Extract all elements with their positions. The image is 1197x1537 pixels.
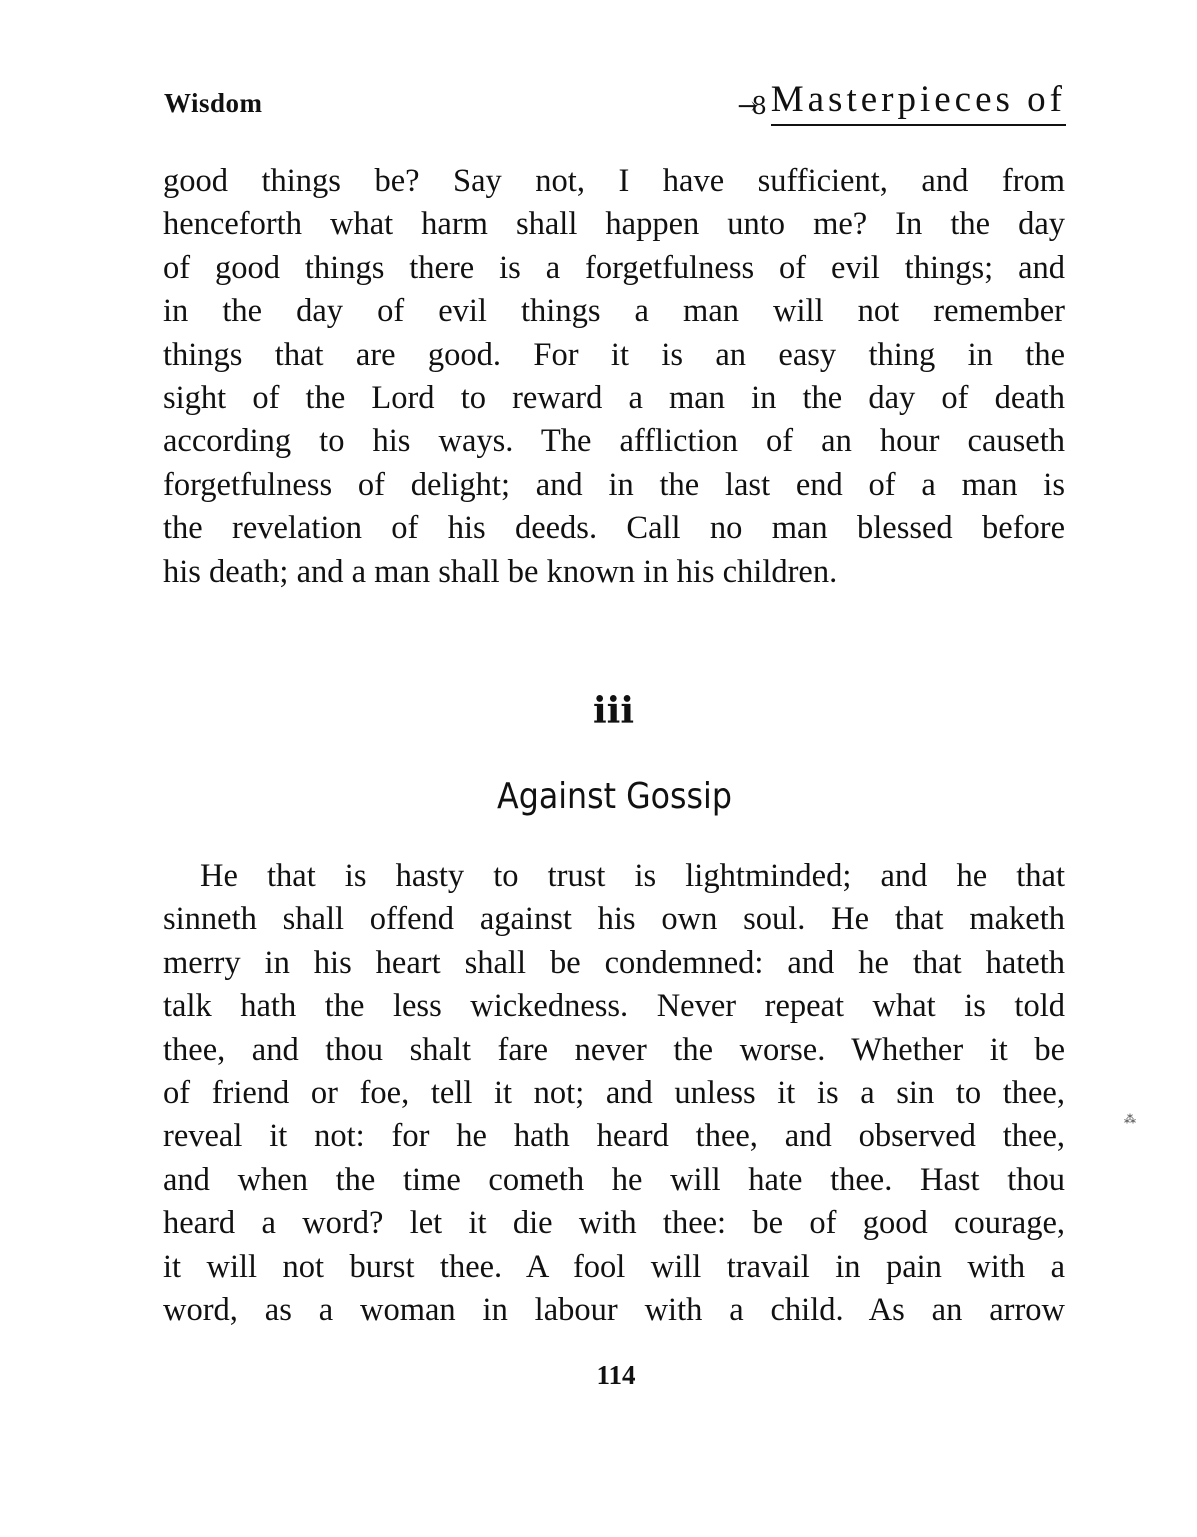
text-line: of friend or foe, tell it not; and unless it is a sin to thee, <box>163 1075 1065 1112</box>
text-line: and when the time cometh he will hate thee. Hast thou <box>163 1161 1065 1198</box>
text-line: talk hath the less wickedness. Never repeat what is told <box>163 988 1065 1025</box>
running-head-right <box>737 78 1066 126</box>
text-line: of good things there is a forgetfulness of evil things; and <box>163 249 1065 286</box>
running-head-title: Masterpieces of <box>771 78 1066 126</box>
running-head-left: Wisdom <box>164 88 263 118</box>
text-line: thee, and thou shalt fare never the worse. Whether it be <box>163 1031 1065 1068</box>
text-line: sinneth shall offend against his own soul. He that maketh <box>163 901 1065 938</box>
section-title: Against Gossip <box>497 776 732 817</box>
text-line: merry in his heart shall be condemned: and he that hateth <box>163 944 1065 981</box>
text-line: according to his ways. The affliction of an hour causeth <box>163 423 1065 460</box>
text-line: sight of the Lord to reward a man in the day of death <box>163 380 1065 417</box>
text-line: it will not burst thee. A fool will travail in pain with a <box>163 1248 1065 1285</box>
text-line: in the day of evil things a man will not remember <box>163 293 1065 330</box>
text-line: good things be? Say not, I have sufficient, and from <box>163 163 1065 199</box>
page-number: 114 <box>596 1360 636 1390</box>
scan-speck-icon: ⁂ <box>1124 1112 1136 1126</box>
text-line: word, as a woman in labour with a child. As an arrow <box>163 1292 1065 1329</box>
passage-continued <box>163 160 1065 594</box>
text-line: heard a word? let it die with thee: be of good courage, <box>163 1205 1065 1242</box>
arrow-ornament-icon: →8 <box>737 92 761 120</box>
text-line: the revelation of his deeds. Call no man blessed before <box>163 510 1065 547</box>
text-line: reveal it not: for he hath heard thee, and observed thee, <box>163 1118 1065 1155</box>
text-line: He that is hasty to trust is lightminded; and he that <box>200 858 1065 894</box>
text-line: his death; and a man shall be known in his children. <box>163 553 838 590</box>
text-line: forgetfulness of delight; and in the last end of a man is <box>163 466 1065 503</box>
passage-against-gossip <box>163 855 1065 1332</box>
section-number: iii <box>592 690 635 732</box>
text-line: henceforth what harm shall happen unto me? In the day <box>163 206 1065 243</box>
text-line: things that are good. For it is an easy thing in the <box>163 336 1065 373</box>
